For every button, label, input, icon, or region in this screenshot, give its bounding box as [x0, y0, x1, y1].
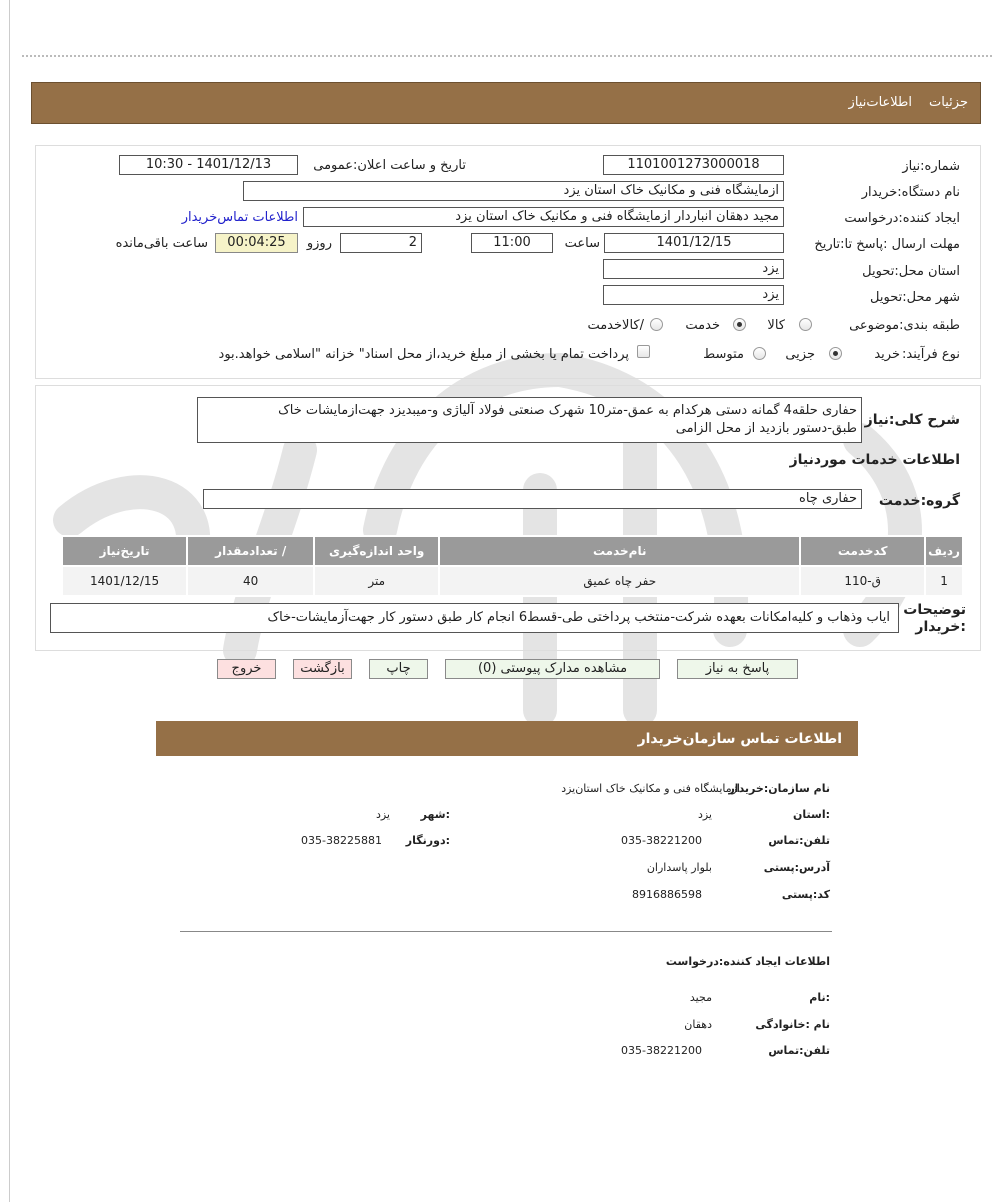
- service-group-field: حفاری چاه: [203, 489, 862, 509]
- creator-family-label: نام :خانوادگی: [755, 1018, 830, 1031]
- province-label: استان محل:تحویل: [862, 264, 960, 279]
- print-button[interactable]: چاپ: [369, 659, 428, 679]
- category-service-label: خدمت: [685, 318, 720, 333]
- cell-unit: متر: [314, 566, 439, 596]
- contact-org-label: نام سازمان:خریدار: [728, 782, 830, 795]
- deadline-date-field: 1401/12/15: [604, 233, 784, 253]
- description-line-1: حفاری حلقه4 گمانه دستی هرکدام به عمق-متر10 شهرک صنعتی فولاد آلیاژی و-میبدیزد جهت‌ازمایشات خاک: [278, 403, 857, 418]
- contact-phone-value: 035-38221200: [621, 834, 702, 847]
- cell-quantity: 40: [187, 566, 314, 596]
- treasury-payment-label: پرداخت تمام یا بخشی از مبلغ خرید،از محل اسناد" خزانه "اسلامی خواهد.بود: [218, 347, 629, 362]
- creator-title: اطلاعات ایجاد کننده:درخواست: [665, 955, 830, 968]
- buyer-contact-link[interactable]: اطلاعات تماس‌خریدار: [181, 210, 298, 225]
- page-left-border: [9, 0, 10, 1202]
- creator-phone-label: تلفن:تماس: [768, 1044, 830, 1057]
- requester-label: ایجاد کننده:درخواست: [844, 211, 960, 226]
- contact-fax-value: 035-38225881: [301, 834, 382, 847]
- category-goods-service-label: /کالاخدمت: [587, 318, 644, 333]
- header-bar: [31, 82, 981, 124]
- buyer-notes-label: توضیحات: [903, 602, 966, 618]
- creator-name-label: :نام: [809, 991, 830, 1004]
- process-medium-label: متوسط: [703, 347, 744, 362]
- contact-title: اطلاعات تماس سازمان‌خریدار: [637, 731, 842, 747]
- announce-datetime-field: 1401/12/13 - 10:30: [119, 155, 298, 175]
- contact-address-label: آدرس:پستی: [763, 861, 830, 874]
- contact-divider: [180, 931, 832, 932]
- days-label: روزو: [306, 236, 332, 251]
- col-quantity-header: / تعدادمقدار: [187, 536, 314, 566]
- services-table: [61, 535, 964, 597]
- category-goods-radio[interactable]: [799, 318, 812, 331]
- category-service-radio[interactable]: [733, 318, 746, 331]
- cell-service-name: حفر چاه عمیق: [439, 566, 800, 596]
- province-field: یزد: [603, 259, 784, 279]
- col-code-header: کدخدمت: [800, 536, 925, 566]
- col-row-header: ردیف: [925, 536, 963, 566]
- back-button[interactable]: بازگشت: [293, 659, 352, 679]
- contact-header-bar: [156, 721, 858, 756]
- cell-service-code: ق-110: [800, 566, 925, 596]
- creator-family-value: دهقان: [684, 1018, 712, 1031]
- buyer-notes-field: ایاب وذهاب و کلیه‌امکانات بعهده شرکت-منتخب پرداختی طی-قسط6 انجام کار طبق دستور کار جهت‌آزمایشات-خاک: [50, 603, 899, 633]
- remaining-time-field: 00:04:25: [215, 233, 298, 253]
- category-label: طبقه بندی:موضوعی: [849, 318, 960, 333]
- buyer-notes-label-2: :خریدار: [915, 619, 966, 635]
- description-label: شرح کلی:نیاز: [864, 412, 960, 428]
- process-minor-label: جزیی: [785, 347, 815, 362]
- contact-province-label: :استان: [793, 808, 830, 821]
- announce-label: تاریخ و ساعت اعلان:عمومی: [313, 158, 466, 173]
- col-unit-header: واحد اندازه‌گیری: [314, 536, 439, 566]
- top-dotted-divider: [22, 55, 992, 57]
- contact-postal-value: 8916886598: [632, 888, 702, 901]
- process-minor-radio[interactable]: [829, 347, 842, 360]
- process-buy-label: خرید: [874, 347, 900, 362]
- remaining-label: ساعت باقی‌مانده: [115, 236, 208, 251]
- process-type-label: نوع فرآیند:: [902, 347, 960, 362]
- col-date-header: تاریخ‌نیاز: [62, 536, 187, 566]
- table-header-row: [62, 536, 963, 566]
- city-label: شهر محل:تحویل: [870, 290, 960, 305]
- description-field: [197, 397, 862, 443]
- contact-phone-label: تلفن:تماس: [768, 834, 830, 847]
- exit-button[interactable]: خروج: [217, 659, 276, 679]
- service-group-label: گروه:خدمت: [878, 493, 960, 509]
- need-number-label: شماره:نیاز: [902, 159, 960, 174]
- category-goods-label: کالا: [767, 318, 785, 333]
- creator-name-value: مجید: [689, 991, 712, 1004]
- table-row: [62, 566, 963, 596]
- cell-row-number: 1: [925, 566, 963, 596]
- cell-need-date: 1401/12/15: [62, 566, 187, 596]
- city-field: یزد: [603, 285, 784, 305]
- creator-phone-value: 035-38221200: [621, 1044, 702, 1057]
- reply-button[interactable]: پاسخ به نیاز: [677, 659, 798, 679]
- deadline-label: مهلت ارسال :پاسخ تا:تاریخ: [814, 237, 960, 252]
- requester-field: مجید دهقان انباردار ازمایشگاه فنی و مکانیک خاک استان یزد: [303, 207, 784, 227]
- category-goods-service-radio[interactable]: [650, 318, 663, 331]
- deadline-time-label: ساعت: [564, 236, 600, 251]
- contact-city-value: یزد: [375, 808, 390, 821]
- tab-details[interactable]: جزئیات: [929, 95, 968, 110]
- contact-fax-label: :دورنگار: [405, 834, 450, 847]
- need-number-field: 1101001273000018: [603, 155, 784, 175]
- days-field: 2: [340, 233, 422, 253]
- buyer-org-field: ازمایشگاه فنی و مکانیک خاک استان یزد: [243, 181, 784, 201]
- buyer-org-label: نام دستگاه:خریدار: [861, 185, 960, 200]
- contact-address-value: بلوار پاسداران: [646, 861, 712, 874]
- tab-need-info[interactable]: اطلاعات‌نیاز: [848, 95, 912, 110]
- description-line-2: طبق-دستور بازدید از محل الزامی: [675, 421, 857, 436]
- contact-city-label: :شهر: [420, 808, 450, 821]
- view-attachments-button[interactable]: مشاهده مدارک پیوستی (0): [445, 659, 660, 679]
- contact-province-value: یزد: [697, 808, 712, 821]
- contact-postal-label: کد:پستی: [781, 888, 830, 901]
- services-title: اطلاعات خدمات موردنیاز: [789, 452, 960, 468]
- contact-org-value: ازمایشگاه فنی و مکانیک خاک استان‌یزد: [561, 782, 740, 795]
- col-name-header: نام‌خدمت: [439, 536, 800, 566]
- treasury-payment-checkbox[interactable]: [637, 345, 650, 358]
- deadline-time-field: 11:00: [471, 233, 553, 253]
- process-medium-radio[interactable]: [753, 347, 766, 360]
